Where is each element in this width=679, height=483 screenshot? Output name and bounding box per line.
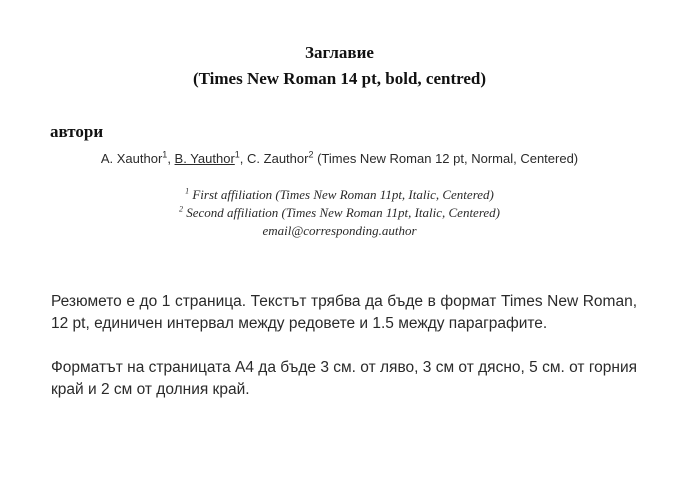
title-block	[0, 40, 679, 92]
affiliation-2-mark: 2	[178, 204, 183, 214]
document-title: Заглавие	[305, 43, 374, 62]
author-3-affiliation-mark: 2	[308, 149, 314, 160]
abstract-paragraph-1: Резюмето е до 1 страница. Текстът трябва да бъде в формат Times New Roman, 12 pt, единичен интервал между редовете и 1.5 между параграфите.	[51, 293, 637, 332]
authors-heading: автори	[50, 122, 104, 141]
author-separator: ,	[167, 151, 175, 166]
affiliation-1-mark: 1	[185, 186, 190, 196]
author-1-affiliation-mark: 1	[162, 149, 168, 160]
author-2-affiliation-mark: 1	[234, 149, 240, 160]
affiliation-2	[0, 204, 679, 222]
title-format-note: (Times New Roman 14 pt, bold, centred)	[192, 69, 487, 88]
author-1: A. Xauthor	[100, 151, 163, 166]
authors-format-note: (Times New Roman 12 pt, Normal, Centered)	[313, 151, 579, 166]
author-3: C. Zauthor	[247, 151, 309, 166]
author-2-presenting: B. Yauthor	[174, 151, 235, 166]
affiliation-1	[0, 186, 679, 204]
author-separator: ,	[239, 151, 248, 166]
affiliation-2-text: Second affiliation (Times New Roman 11pt, Italic, Centered)	[182, 205, 500, 220]
affiliations-block	[0, 186, 679, 240]
corresponding-email: email@corresponding.author	[262, 223, 417, 238]
authors-line	[0, 151, 679, 166]
affiliation-1-text: First affiliation (Times New Roman 11pt, Italic, Centered)	[189, 187, 494, 202]
abstract-body	[51, 291, 637, 423]
abstract-paragraph-2: Форматът на страницата А4 да бъде 3 см. от ляво, 3 см от дясно, 5 см. от горния край и 2 см от долния край.	[51, 359, 637, 398]
